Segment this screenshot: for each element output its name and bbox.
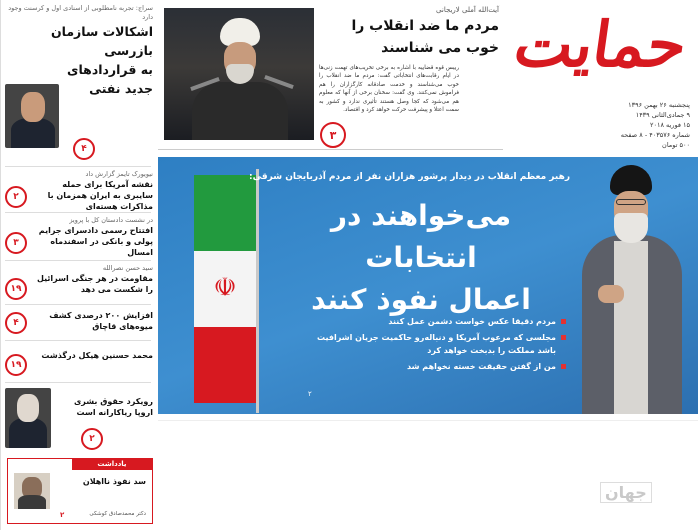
news-title[interactable]: افتتاح رسمی دادسرای جرایم پولی و بانکی در اسفندماه امسال — [38, 226, 153, 257]
news-title[interactable]: رویکرد حقوق بشری اروپا ریاکارانه است — [73, 397, 153, 417]
date-block — [580, 100, 690, 150]
lead-title-1[interactable]: اشکالات سازمان بازرسی — [50, 24, 153, 58]
logo-text: حمایت — [509, 8, 692, 81]
page-number-badge[interactable]: ۱۹ — [5, 278, 27, 300]
page-number-badge[interactable]: ۳ — [5, 232, 27, 254]
main-story-page-number[interactable]: ۲ — [308, 390, 312, 398]
yaddasht-header: یادداشت — [72, 459, 152, 470]
main-point: مجلسی که مرعوب آمریکا و دنباله‌رو حاکمیت جریان اشرافیت باشد مملکت را بدبخت خواهد کرد — [316, 331, 566, 357]
newspaper-logo[interactable] — [506, 2, 694, 94]
top-story-text — [319, 6, 499, 114]
yaddasht-box[interactable] — [7, 458, 153, 524]
page-number-badge[interactable]: ۴ — [73, 138, 95, 160]
news-title[interactable]: نقشه آمریکا برای حمله سایبری به ایران همزمان با مذاکرات هسته‌ای — [47, 180, 153, 211]
page-number-badge[interactable]: ۴ — [5, 312, 27, 334]
price: ۵۰۰ تومان — [662, 141, 690, 149]
masthead — [508, 0, 700, 152]
divider — [5, 212, 151, 213]
date-gregorian: ۱۵ فوریه ۲۰۱۸ — [650, 121, 690, 129]
issue-number: شماره ۴۰۳۵۷۶ - ۸ صفحه — [620, 131, 690, 139]
news-title[interactable]: افزایش ۲۰۰ درصدی کشف میوه‌های قاچاق — [49, 311, 153, 331]
main-headline-line-1: می‌خواهند در انتخابات — [330, 199, 512, 274]
flag-emblem-icon: ☫ — [213, 273, 237, 303]
site-watermark: جهان — [600, 482, 652, 503]
lead-title-2[interactable]: به قراردادهای — [67, 62, 153, 77]
top-story[interactable] — [158, 4, 503, 150]
divider — [5, 304, 151, 305]
top-story-photo — [164, 8, 314, 140]
main-headline-line-2: اعمال نفوذ کنند — [311, 283, 531, 316]
main-story-photo — [576, 165, 688, 414]
page-number-badge[interactable]: ۲ — [81, 428, 103, 450]
yaddasht-title[interactable]: سد نفوذ نااهلان — [82, 477, 146, 486]
page-number-badge[interactable]: ۲ — [5, 186, 27, 208]
page-number-badge[interactable]: ۱۹ — [5, 354, 27, 376]
page-number-badge[interactable]: ۲ — [60, 511, 65, 519]
news-kicker: در نشست دادستان کل با پرویز — [69, 216, 153, 224]
main-story-points — [316, 315, 566, 376]
news-kicker: سید حسن نصرالله — [102, 264, 153, 272]
author-photo — [14, 473, 50, 509]
main-story-subtitle: رهبر معظم انقلاب در دیدار پرشور هزاران نفر از مردم آذربایجان شرقی: — [249, 172, 570, 182]
main-point: من از گفتن حقیقت خسته نخواهم شد — [316, 360, 566, 373]
main-point: مردم دقیقا عکس خواست دشمن عمل کنند — [316, 315, 566, 328]
main-story[interactable] — [158, 157, 698, 414]
divider — [158, 420, 698, 421]
divider — [5, 340, 151, 341]
news-title[interactable]: محمد حسنین هیکل درگذشت — [41, 351, 153, 360]
date-hijri: ۹ جمادی‌الثانی ۱۴۳۹ — [635, 111, 690, 119]
lead-title-3[interactable]: جدید نفتی — [89, 81, 153, 96]
divider — [5, 166, 151, 167]
yaddasht-author: دکتر محمدصادق کوشکی — [89, 511, 146, 517]
top-story-body: رییس قوه قضاییه با اشاره به برخی تخریب‌های تهمت زنی‌ها در ایام رقابت‌های انتخاباتی گفت: مردم ما ضد انقلاب را خوب می‌شناسند و خدمت صادقانه کارگزاران را هم فراموش نمی‌کنند. وی گفت: سخنان برخی از آنها که معلوم هم می‌شود که کجا وصل هستند تأثیری ندارد و کشور به سمت اعتلا و پیشرفت حرکت خواهد کرد و اقتصاد. — [319, 65, 459, 114]
lead-portrait — [5, 84, 59, 148]
top-story-title-2[interactable]: خوب می شناسند — [381, 40, 499, 56]
top-story-title-1[interactable]: مردم ما ضد انقلاب را — [351, 18, 499, 34]
lead-kicker: سراج: تجربه نامطلوبی از اسنادی اول و کرسنت وجود دارد — [8, 4, 153, 21]
news-kicker: نیویورک تایمز گزارش داد — [85, 170, 153, 178]
news-title[interactable]: مقاومت در هر جنگی اسرائیل را شکست می دهد — [37, 274, 153, 294]
divider — [5, 260, 151, 261]
news-portrait — [5, 388, 51, 448]
divider — [5, 382, 151, 383]
left-news-column — [0, 0, 154, 530]
page-number-badge[interactable]: ۳ — [320, 122, 346, 148]
date-persian: پنجشنبه ۲۶ بهمن ۱۳۹۶ — [628, 101, 690, 109]
iran-flag-image — [186, 169, 262, 413]
main-headline[interactable] — [276, 195, 566, 321]
top-story-kicker: آیت‌الله آملی لاریجانی — [436, 6, 499, 14]
